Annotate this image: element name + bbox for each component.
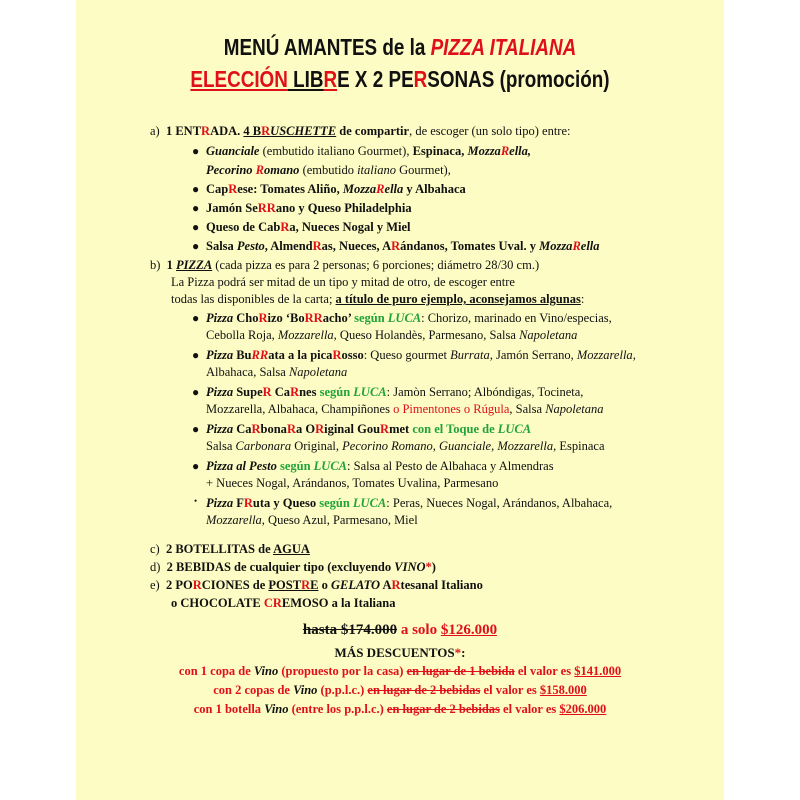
- pizza-note-2: todas las disponibles de la carta; a título de puro ejemplo, aconsejamos algunas:: [171, 292, 585, 306]
- bullet-icon: ●: [192, 422, 200, 436]
- bullet-icon: ●: [192, 201, 200, 215]
- bullet-icon: ●: [192, 348, 200, 362]
- section-a-entrada: a) 1 ENTRADA. 4 BRUSCHETTE de compartir, de escoger (un solo tipo) entre:: [150, 124, 571, 138]
- bullet-icon: ●: [192, 385, 200, 399]
- menu-page: [76, 0, 724, 800]
- discount-1-copa: con 1 copa de Vino (propuesto por la casa) en lugar de 1 bebida el valor es $141.000: [178, 664, 622, 678]
- mas-descuentos-heading: MÁS DESCUENTOS*:: [334, 645, 466, 660]
- pizza-pesto-cont: + Nueces Nogal, Arándanos, Tomates Uvalina, Parmesano: [206, 476, 499, 490]
- bruschetta-guanciale: Guanciale (embutido italiano Gourmet), Espinaca, MozzaRella,: [206, 144, 532, 158]
- pizza-chorizo: Pizza ChoRizo ‘BoRRacho’ según LUCA: Chorizo, marinado en Vino/especias,: [206, 311, 612, 325]
- bullet-icon: •: [194, 496, 198, 506]
- pizza-burrata-cont: Albahaca, Salsa Napoletana: [206, 365, 348, 379]
- pizza-super-carnes: Pizza SupeR CaRnes según LUCA: Jamòn Serrano; Albóndigas, Tocineta,: [206, 385, 584, 399]
- section-b-pizza: b) 1 PIZZA (cada pizza es para 2 personas; 6 porciones; diámetro 28/30 cm.): [150, 258, 540, 272]
- section-c-agua: c) 2 BOTELLITAS de AGUA: [150, 542, 310, 556]
- pizza-burrata: Pizza BuRRata a la picaRosso: Queso gourmet Burrata, Jamón Serrano, Mozzarella,: [206, 348, 636, 362]
- bullet-icon: ●: [192, 311, 200, 325]
- discount-1-botella: con 1 botella Vino (entre los p.p.l.c.) en lugar de 2 bebidas el valor es $206.000: [193, 702, 607, 716]
- bullet-icon: ●: [192, 239, 200, 253]
- pizza-carbonara: Pizza CaRbonaRa ORiginal GouRmet con el Toque de LUCA: [206, 422, 532, 436]
- pizza-note-1: La Pizza podrá ser mitad de un tipo y mitad de otro, de escoger entre: [171, 275, 515, 289]
- pizza-carbonara-cont: Salsa Carbonara Original, Pecorino Romano, Guanciale, Mozzarella, Espinaca: [206, 439, 605, 453]
- pizza-super-carnes-cont: Mozzarella, Albahaca, Champiñones o Pimentones o Rúgula, Salsa Napoletana: [206, 402, 604, 416]
- bruschetta-jamon: Jamón SeRRano y Queso Philadelphia: [206, 201, 412, 215]
- pizza-chorizo-cont: Cebolla Roja, Mozzarella, Queso Holandès, Parmesano, Salsa Napoletana: [206, 328, 578, 342]
- pizza-fruta-cont: Mozzarella, Queso Azul, Parmesano, Miel: [206, 513, 418, 527]
- bullet-icon: ●: [192, 459, 200, 473]
- bullet-icon: ●: [192, 144, 200, 158]
- bruschetta-pesto: Salsa Pesto, AlmendRas, Nueces, ARándanos, Tomates Uval. y MozzaRella: [206, 239, 600, 253]
- menu-title: MENÚ AMANTES de la PIZZA ITALIANA: [223, 34, 577, 60]
- menu-subtitle: ELECCIÓN LIBRE X 2 PERSONAS (promoción): [190, 66, 610, 92]
- section-d-bebidas: d) 2 BEBIDAS de cualquier tipo (excluyendo VINO*): [150, 560, 436, 574]
- price-line: hasta $174.000 a solo $126.000: [302, 622, 498, 638]
- section-e-chocolate: o CHOCOLATE CREMOSO a la Italiana: [171, 596, 396, 610]
- bruschetta-queso-cabra: Queso de CabRa, Nueces Nogal y Miel: [206, 220, 411, 234]
- section-e-postre: e) 2 PORCIONES de POSTRE o GELATO ARtesanal Italiano: [150, 578, 483, 592]
- bullet-icon: ●: [192, 182, 200, 196]
- pizza-fruta: Pizza FRuta y Queso según LUCA: Peras, Nueces Nogal, Arándanos, Albahaca,: [206, 496, 613, 510]
- bruschetta-pecorino: Pecorino Romano (embutido italiano Gourmet),: [206, 163, 451, 177]
- discount-2-copas: con 2 copas de Vino (p.p.l.c.) en lugar de 2 bebidas el valor es $158.000: [213, 683, 587, 697]
- bullet-icon: ●: [192, 220, 200, 234]
- bruschetta-caprese: CapRese: Tomates Aliño, MozzaRella y Albahaca: [206, 182, 466, 196]
- pizza-pesto: Pizza al Pesto según LUCA: Salsa al Pesto de Albahaca y Almendras: [206, 459, 554, 473]
